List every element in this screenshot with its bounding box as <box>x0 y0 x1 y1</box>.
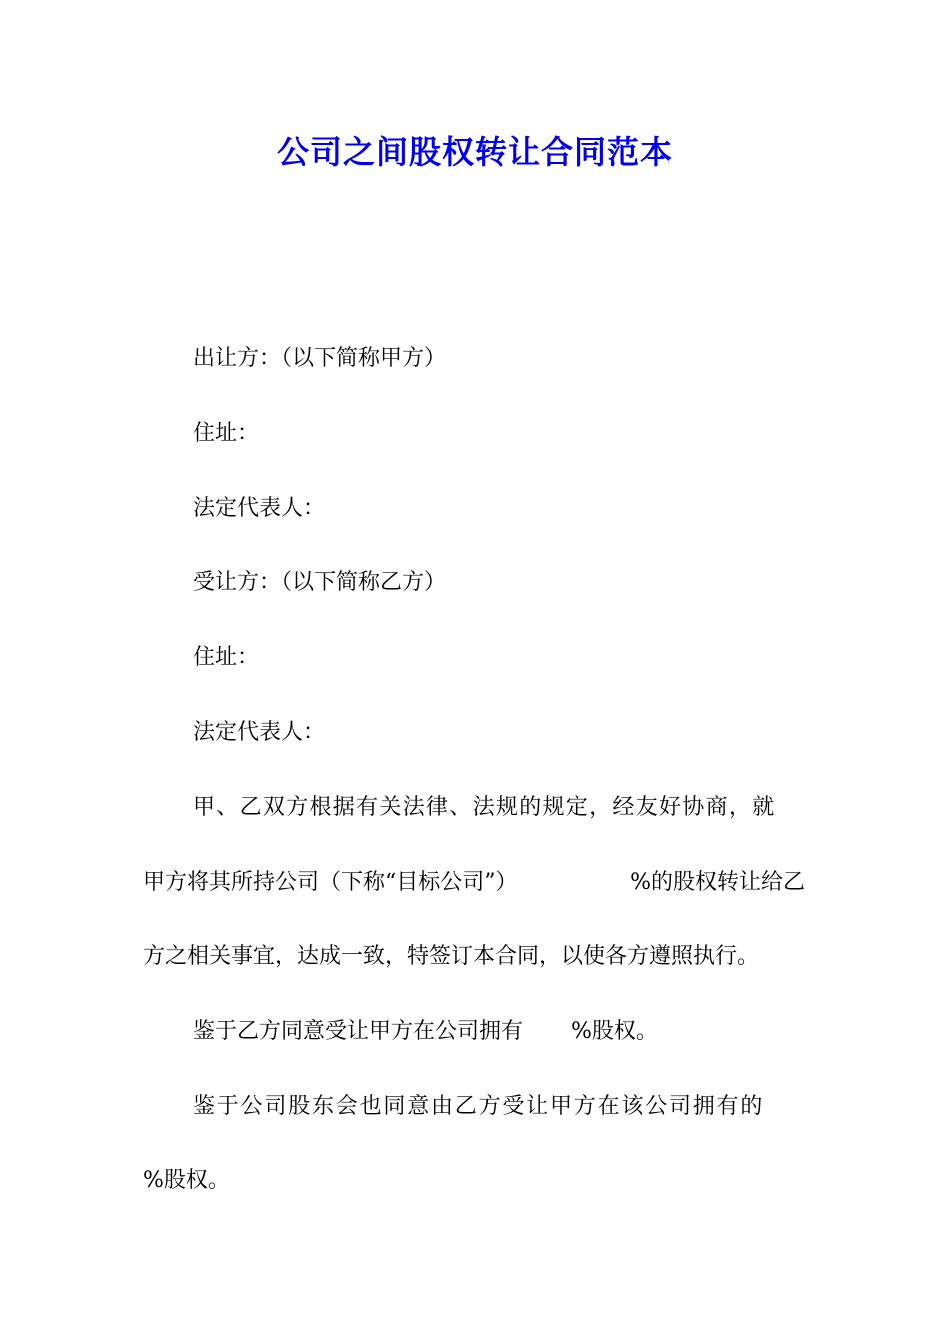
intro-paragraph-line-2 <box>143 868 805 898</box>
document-title: 公司之间股权转让合同范本 <box>276 133 673 171</box>
transferor-address-line: 住址： <box>193 421 260 446</box>
whereas-2-line-2: %股权。 <box>143 1168 230 1193</box>
intro-paragraph-line-3: 方之相关事宜，达成一致，特签订本合同，以使各方遵照执行。 <box>143 944 760 969</box>
intro-paragraph-line-1: 甲、乙双方根据有关法律、法规的规定，经友好协商，就 <box>193 795 776 820</box>
intro-line-2-text-a: 甲方将其所持公司（下称“目标公司”） <box>143 870 518 895</box>
whereas-1-text-b: %股权。 <box>571 1019 658 1044</box>
transferor-line: 出让方：（以下简称甲方） <box>193 346 447 371</box>
transferee-address-line: 住址： <box>193 645 260 670</box>
transferee-representative-line: 法定代表人： <box>193 720 326 745</box>
whereas-2-line-1: 鉴于公司股东会也同意由乙方受让甲方在该公司拥有的 <box>193 1094 765 1119</box>
whereas-1-text-a: 鉴于乙方同意受让甲方在公司拥有 <box>193 1019 524 1044</box>
transferor-representative-line: 法定代表人： <box>193 496 326 521</box>
intro-line-2-text-b: %的股权转让给乙 <box>630 870 805 895</box>
whereas-1-line <box>193 1017 658 1047</box>
transferee-line: 受让方：（以下简称乙方） <box>193 570 447 595</box>
